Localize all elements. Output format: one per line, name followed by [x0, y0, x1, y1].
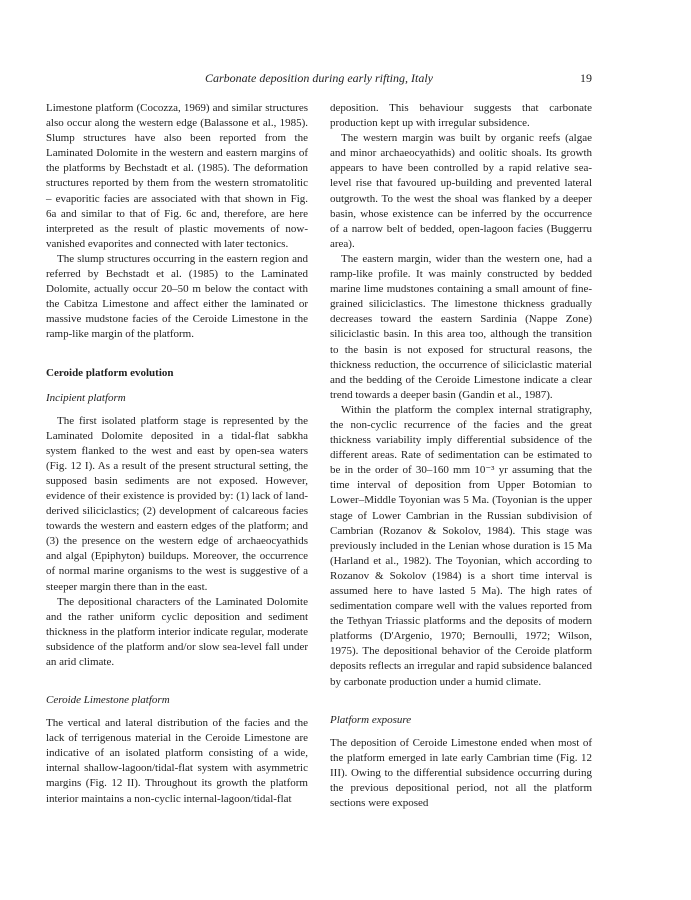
- paragraph: Limestone platform (Cocozza, 1969) and similar structures also occur along the western edge (Balassone et al., 1985). Slump structures have also been reported from the Laminated Dolomite in the western and eastern margins of the platforms by Bechstadt et al. (1985). The deformation structures reported by them from the western stromatolitic – evaporitic facies are associated with that shown in Fig. 6a and similar to that of Fig. 6c and, therefore, are here interpreted as the result of plastic movements of now-vanished evaporites and connected with later tectonics.: [46, 102, 308, 250]
- subsection-heading: Platform exposure: [330, 713, 412, 726]
- paragraph: The deposition of Ceroide Limestone ended when most of the platform emerged in late early Cambrian time (Fig. 12 III). Owing to the differential subsidence occurring during the previous depositional period, not all the platform sections were exposed: [330, 736, 592, 810]
- running-title: Carbonate deposition during early rifting, Italy: [205, 71, 433, 85]
- paragraph: Within the platform the complex internal stratigraphy, the non-cyclic recurrence of the facies and the great thickness variability imply differential subsidence of the different areas. Rate of sedimentation can be estimated to be in the order of 30–160 mm 10⁻³ yr assuming that the time interval of deposition from Upper Botomian to Lower–Middle Toyonian was 5 Ma. (Toyonian is the upper stage of Lower Cambrian in the Russian subdivision of Cambrian (Rozanov & Sokolov, 1984). This stage was previously included in the Lenian whose duration is 15 Ma (Harland et al., 1982). The Toyonian, which according to Rozanov & Sokolov (1984) is a short time interval is assumed here to have lasted 5 Ma). The high rates of sedimentation compare well with the values reported from the Tethyan Triassic platforms and the deposits of modern platforms (D'Argenio, 1970; Bernoulli, 1972; Wilson, 1975). The depositional behavior of the Ceroide platform deposits reflects an irregular and rapid subsidence balanced by carbonate production under a humid climate.: [330, 403, 592, 688]
- section-heading: Ceroide platform evolution: [46, 366, 174, 379]
- paragraph: The first isolated platform stage is represented by the Laminated Dolomite deposited in a tidal-flat sabkha system flanked to the west and east by open-sea waters (Fig. 12 I). As a result of the present structural setting, the supposed basin sediments are not exposed. However, evidence of their existence is provided by: (1) lack of land-derived siliciclastics; (2) development of calcareous facies towards the western and eastern edges of the platform; and (3) the presence on the western edge of archaeocyathids and algal (Epiphyton) buildups. Moreover, the occurrence of normal marine organisms to the west is suggestive of a steeper margin there than in the east.: [46, 414, 308, 593]
- page-header: [46, 71, 592, 87]
- paragraph: The vertical and lateral distribution of the facies and the lack of terrigenous material in the Ceroide Limestone are indicative of an isolated platform consisting of a wide, internal shallow-lagoon/tidal-flat system with asymmetric margins (Fig. 12 II). Throughout its growth the platform interior maintains a non-cyclic internal-lagoon/tidal-flat: [46, 717, 308, 805]
- left-column: [46, 101, 308, 807]
- paragraph: deposition. This behaviour suggests that carbonate production kept up with irregular subsidence.: [330, 102, 592, 130]
- subsection-heading: Incipient platform: [46, 391, 126, 404]
- paragraph: The western margin was built by organic reefs (algae and minor archaeocyathids) and oolitic shoals. Its growth appears to have been controlled by a rapid relative sea-level rise that favoured up-building and prevented lateral outgrowth. To the west the shoal was flanked by a deeper basin, whose existence can be inferred by the occurrence of a narrow belt of bedded, open-lagoon facies (Buggerru area).: [330, 132, 592, 250]
- page-number: 19: [580, 71, 592, 85]
- paragraph: The depositional characters of the Laminated Dolomite and the rather uniform cyclic deposition and sediment thickness in the platform interior indicate regular, moderate subsidence of the platform and/or slow sea-level fall under an arid climate.: [46, 595, 308, 668]
- paragraph: The eastern margin, wider than the western one, had a ramp-like profile. It was mainly constructed by bedded marine lime mudstones containing a small amount of fine-grained siliciclastics. The limestone thickness gradually decreases toward the eastern Sardinia (Nappe Zone) siliciclastic basin. In this area too, although the transition to the basin is not exposed for structural reasons, the thickness reduction, the occurrence of siliciclastic material and the bedding of the Ceroide Limestone indicate a clear trend towards a deeper basin (Gandin et al., 1987).: [330, 252, 592, 401]
- paragraph: The slump structures occurring in the eastern region and referred by Bechstadt et al. (1985) to the Laminated Dolomite, actually occur 20–50 m below the contact with the Cabitza Limestone and affect either the laminated or massive mudstone facies of the Ceroide Limestone in the ramp-like margin of the platform.: [46, 252, 308, 341]
- subsection-heading: Ceroide Limestone platform: [46, 694, 170, 707]
- right-column: [330, 101, 592, 811]
